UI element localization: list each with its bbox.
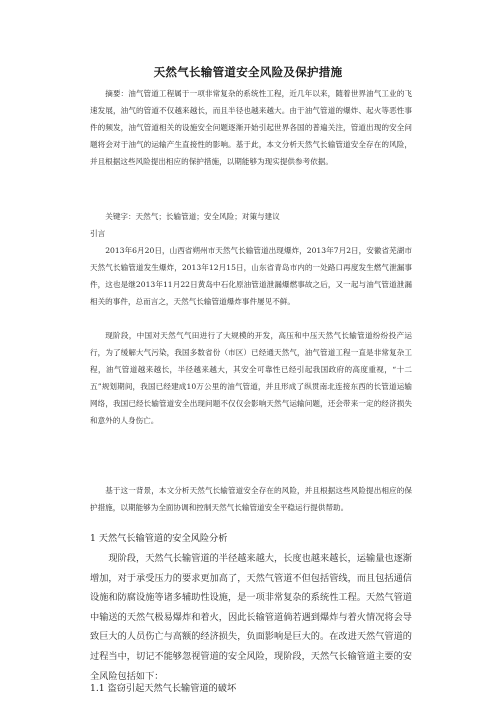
document-title: 天然气长输管道安全风险及保护措施 [153, 65, 343, 79]
intro-paragraph-3: 基于这一背景，本文分析天然气长输管道安全存在的风险，并且根据这些风险提出相应的保护措施，以期能够为全面协调和控制天然气长输管道安全平稳运行提供帮助。 [90, 486, 412, 513]
intro-paragraph-1: 2013年6月20日，山西省朔州市天然气长输管道出现爆炸，2013年7月2日，安徽省芜湖市天然气长输管道发生爆炸，2013年12月15日，山东省青岛市内的一处路口再度发生燃气泄漏事件，这也是继2013年11月22日黄岛中石化原油管道泄漏爆燃事故之后，又一起与油气管道泄漏相关的事件，总而言之，天然气长输管道爆炸事件屡见不鲜。 [90, 246, 412, 307]
section-1-heading: 1 天然气长输管道的安全风险分析 [90, 533, 228, 544]
section-1-1-heading: 1.1 盗窃引起天然气长输管道的破坏 [90, 683, 237, 694]
keywords-line: 关键字：天然气；长输管道；安全风险；对策与建议 [105, 212, 280, 221]
abstract-paragraph: 摘要：油气管道工程属于一项非常复杂的系统性工程，近几年以来，随着世界油气工业的飞速发展，油气的管道不仅越来越长，而且半径也越来越大。由于油气管道的爆炸、起火等恶性事件的频发，油气管道相关的设施安全问题逐渐开始引起世界各国的普遍关注，管道出现的安全问题将会对于油气的运输产生直接性的影响。基于此，本文分析天然气长输管道安全存在的风险，并且根据这些风险提出相应的保护措施，以期能够为现实提供参考依据。 [90, 89, 412, 167]
intro-paragraph-2: 现阶段，中国对天然气气田进行了大规模的开发，高压和中压天然气长输管道纷纷投产运行，为了缓解大气污染，我国多数省份（市区）已经通天然气，油气管道工程一直是非常复杂工程，油气管道越来越长，半径越来越大，其安全可靠性已经引起我国政府的高度重视，“十二五”规划期间，我国已经建成10万公里的油气管道，并且形成了纵贯南北连接东西的长管道运输网络，我国已经长输管道安全出现问题不仅仅会影响天然气运输问题，还会带来一定的经济损失和意外的人身伤亡。 [90, 331, 412, 426]
intro-heading: 引言 [90, 229, 106, 238]
section-1-paragraph: 现阶段，天然气长输管道的半径越来越大，长度也越来越长，运输量也逐渐增加，对于承受压力的要求更加高了，天然气管道不但包括管线，而且包括通信设施和防腐设施等诸多辅助性设施，是一项非常复杂的系统性工程。天然气管道中输送的天然气极易爆炸和着火，因此长输管道倘若遇到爆炸与着火情况将会导致巨大的人员伤亡与高额的经济损失，负面影响是巨大的。在改进天然气管道的过程当中，切记不能够忽视管道的安全风险，现阶段，天然气长输管道主要的安全风险包括如下： [90, 553, 412, 682]
